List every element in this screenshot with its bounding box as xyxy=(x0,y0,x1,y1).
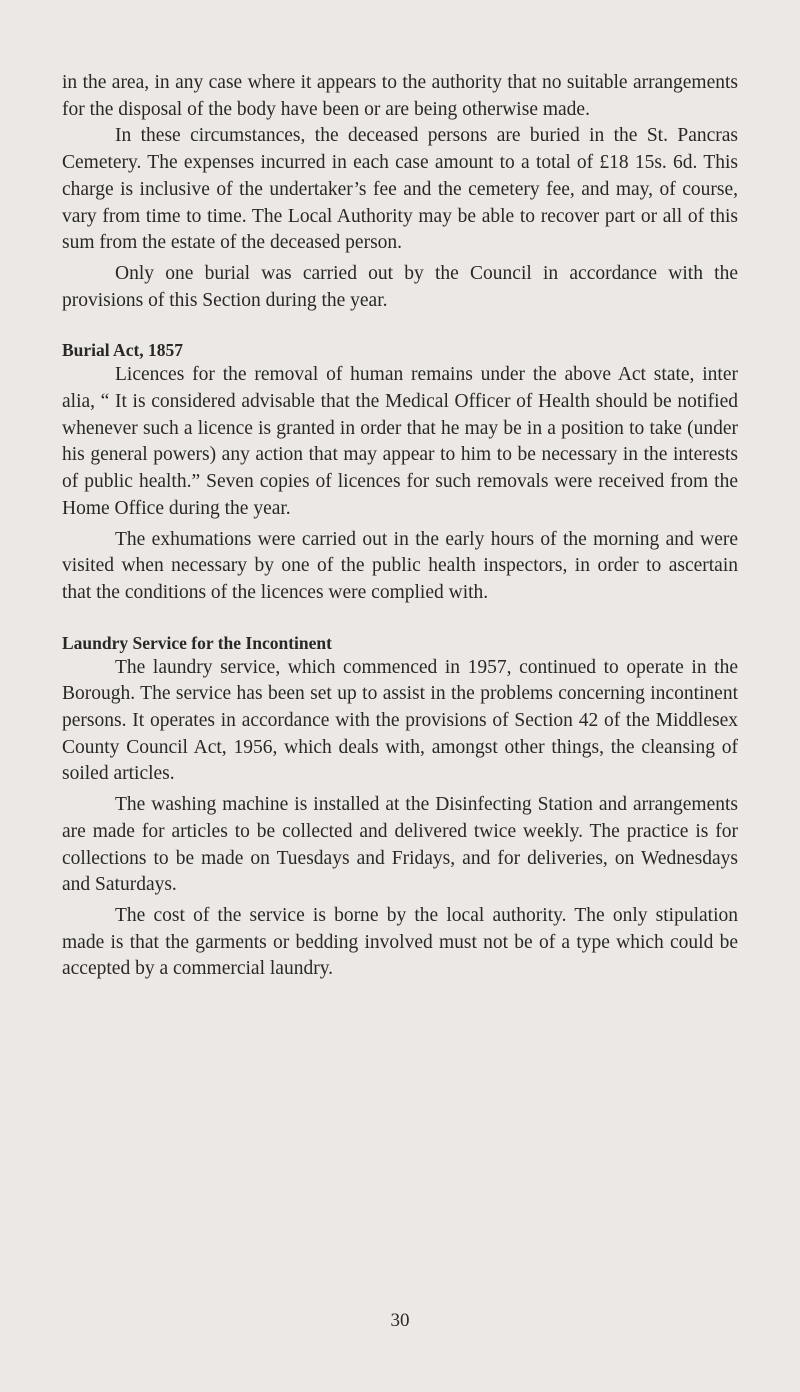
burial-act-section xyxy=(62,338,738,606)
intro-section xyxy=(62,70,738,314)
burial-act-heading: Burial Act, 1857 xyxy=(62,340,184,361)
continuation-paragraph: in the area, in any case where it appears to the authority that no suitable arrangements for the disposal of the body have been or are being otherwise made. xyxy=(62,72,738,120)
laundry-service-section xyxy=(62,631,738,983)
cemetery-expenses-paragraph: In these circumstances, the deceased persons are buried in the St. Pancras Cemetery. The expenses incurred in each case amount to a total of £18 15s. 6d. This charge is inclusive of the undertaker’s fee and the cemetery fee, and may, of course, vary from time to time. The Local Authority may be able to recover part or all of this sum from the estate of the deceased person. xyxy=(62,125,738,254)
laundry-service-heading: Laundry Service for the Incontinent xyxy=(62,632,332,653)
page-number: 30 xyxy=(390,1310,410,1331)
washing-machine-paragraph: The washing machine is installed at the Disinfecting Station and arrangements are made for articles to be collected and delivered twice weekly. The practice is for collections to be made on Tuesdays and Fridays, and for deliveries, on Wednesdays and Saturdays. xyxy=(62,794,738,896)
service-cost-paragraph: The cost of the service is borne by the local authority. The only stipulation made is that the garments or bedding involved must not be of a type which could be accepted by a commercial laundry. xyxy=(62,904,738,980)
exhumations-paragraph: The exhumations were carried out in the early hours of the morning and were visited when necessary by one of the public health inspectors, in order to ascertain that the conditions of the licences were complied with. xyxy=(62,528,738,603)
licences-paragraph: Licences for the removal of human remains under the above Act state, inter alia, “ It is considered advisable that the Medical Officer of Health should be notified whenever such a licence is granted in order that he may be in a position to take (under his general powers) any action that may appear to him to be necessary in the interests of public health.” Seven copies of licences for such removals were received from the Home Office during the year. xyxy=(62,364,738,519)
laundry-intro-paragraph: The laundry service, which commenced in 1957, continued to operate in the Borough. The service has been set up to assist in the problems concerning incontinent persons. It operates in accordance with the provisions of Section 42 of the Middlesex County Council Act, 1956, which deals with, amongst other things, the cleansing of soiled articles. xyxy=(62,656,738,785)
burial-count-paragraph: Only one burial was carried out by the Council in accordance with the provisions of this Section during the year. xyxy=(62,262,738,311)
